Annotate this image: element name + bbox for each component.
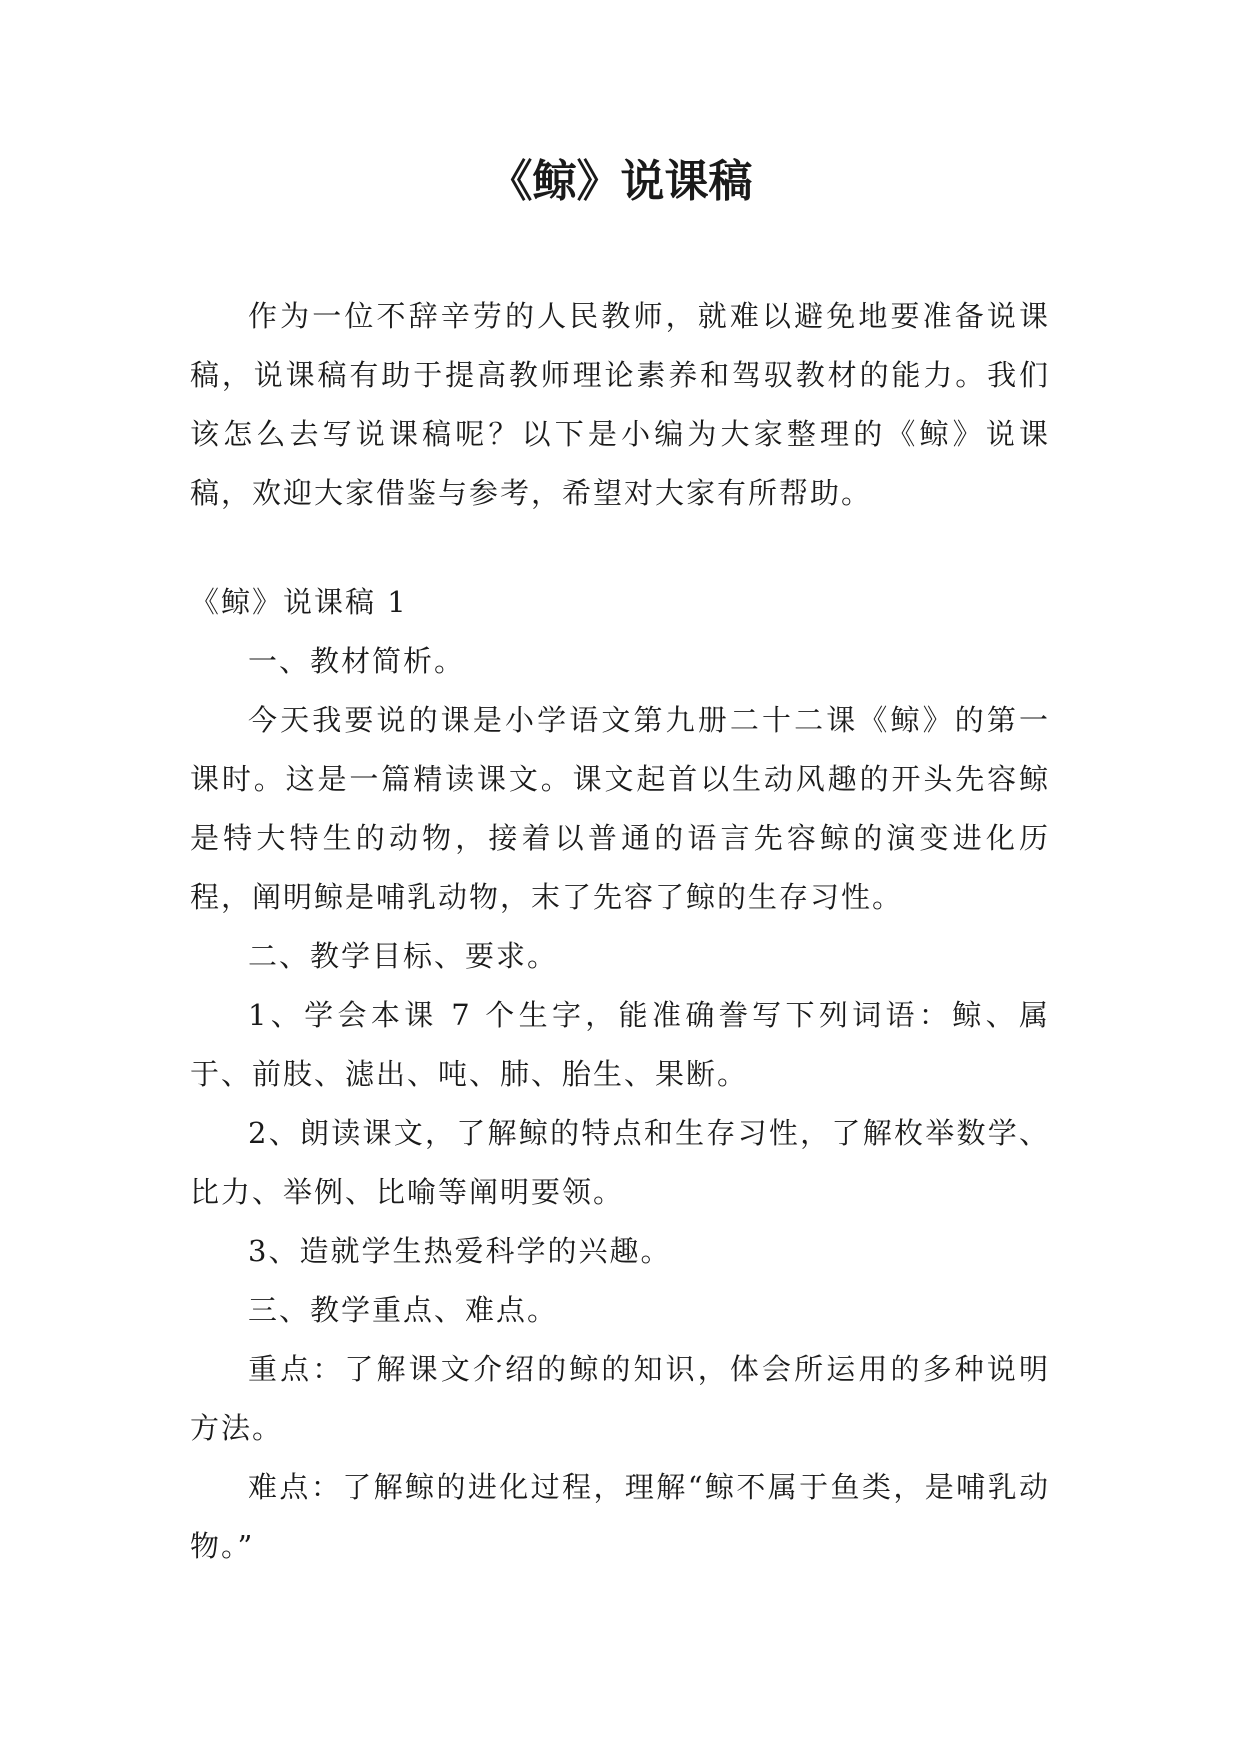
goal-item-2: 2、朗读课文，了解鲸的特点和生存习性，了解枚举数学、比力、举例、比喻等阐明要领。 (190, 1116, 1050, 1209)
intro-section (190, 287, 1050, 523)
goal-item-3: 3、造就学生热爱科学的兴趣。 (248, 1234, 672, 1268)
key-point-difficulty: 难点：了解鲸的进化过程，理解“鲸不属于鱼类，是哺乳动物。” (190, 1470, 1050, 1563)
heading-teaching-goals: 二、教学目标、要求。 (248, 939, 559, 973)
heading-key-points: 三、教学重点、难点。 (248, 1293, 559, 1327)
lesson-section (190, 573, 1050, 1576)
key-point-focus: 重点：了解课文介绍的鲸的知识，体会所运用的多种说明方法。 (190, 1352, 1050, 1445)
heading-textbook-analysis: 一、教材简析。 (248, 644, 466, 678)
document-title: 《鲸》说课稿 (488, 156, 753, 207)
intro-paragraph: 作为一位不辞辛劳的人民教师，就难以避免地要准备说课稿，说课稿有助于提高教师理论素养和驾驭教材的能力。我们该怎么去写说课稿呢？以下是小编为大家整理的《鲸》说课稿，欢迎大家借鉴与参考，希望对大家有所帮助。 (190, 299, 1050, 510)
section-heading: 《鲸》说课稿 1 (190, 585, 408, 619)
paragraph-lesson-overview: 今天我要说的课是小学语文第九册二十二课《鲸》的第一课时。这是一篇精读课文。课文起首以生动风趣的开头先容鲸是特大特生的动物，接着以普通的语言先容鲸的演变进化历程，阐明鲸是哺乳动物，末了先容了鲸的生存习性。 (190, 703, 1050, 914)
goal-item-1: 1、学会本课 7 个生字，能准确誊写下列词语：鲸、属于、前肢、滤出、吨、肺、胎生、果断。 (190, 998, 1050, 1091)
